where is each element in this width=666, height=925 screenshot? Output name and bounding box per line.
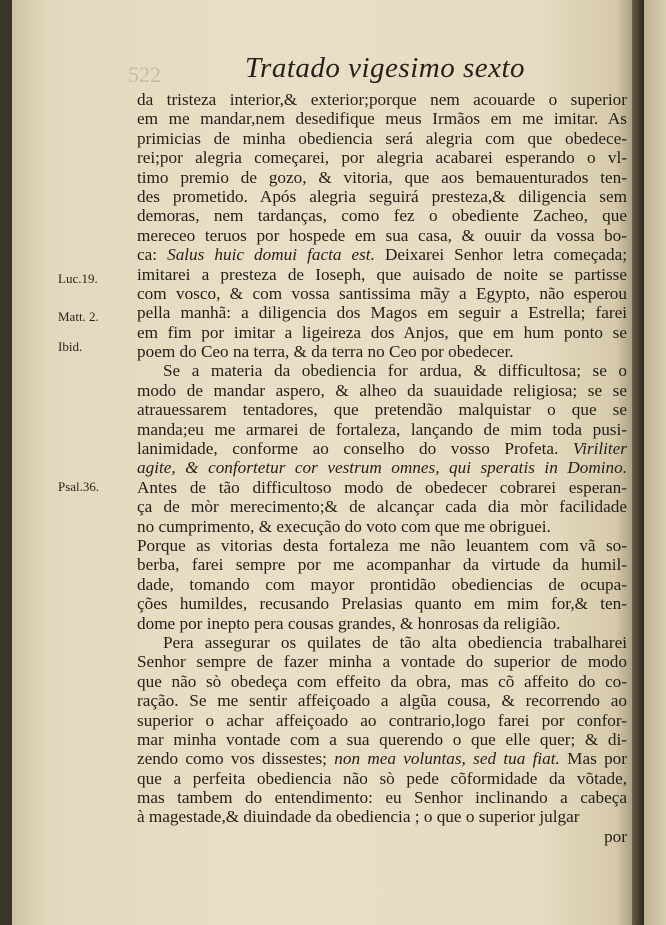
text-line: mas tambem do entendimento: eu Senhor inclinando a cabeça [137, 788, 627, 808]
text-line: dade, tomando com mayor prontidão obediencias de ocupa- [137, 574, 627, 594]
text-line: berba, farei sempre por me acompanhar da virtude da humil- [137, 555, 627, 575]
margin-note: Luc.19. [58, 271, 98, 286]
text-line [137, 458, 627, 477]
text-run: ca: [137, 245, 168, 265]
text-line: atrauessarem tentadores, que pretendão malquistar o que se [137, 400, 627, 420]
text-line: da tristeza interior,& exterior;porque nem acouarde o superior [137, 90, 627, 109]
text-line: no cumprimento, & execução do voto com que me obriguei. [137, 516, 551, 536]
text-line: que não sò obedeça com effeito da obra, mas cõ affeito do co- [137, 671, 627, 691]
text-line: em me mandar,nem desedifique meus Irmãos em me imitar. As [137, 109, 627, 129]
text-line: à magestade,& diuindade da obediencia ; o que o superior julgar [137, 807, 580, 827]
margin-note: Matt. 2. [58, 309, 99, 324]
text-line: Porque as vitorias desta fortaleza me não leuantem com vã so- [137, 535, 627, 555]
bleed-through-page-number: 522 [128, 62, 161, 87]
text-line: pella manhã: a diligencia dos Magos em seguir a Estrella; farei [137, 303, 627, 323]
text-line: em fim por imitar a ligeireza dos Anjos, que em hum ponto se [137, 322, 627, 342]
text-line: imitarei a presteza de Ioseph, que auisado de noite se partisse [137, 264, 627, 284]
text-line [137, 439, 627, 458]
text-line [137, 245, 627, 264]
facing-page-edge [644, 0, 666, 925]
text-line: Antes de tão difficultoso modo de obedecer cobrarei esperan- [137, 477, 627, 497]
latin-quote: non mea voluntas, sed tua fiat. [334, 749, 560, 769]
text-line: modo de mandar aspero, & alheo da suauidade religiosa; se se [137, 380, 627, 400]
margin-note: Ibid. [58, 339, 83, 354]
text-line: des prometido. Após alegria seguirá presteza,& diligencia sem [137, 186, 627, 206]
running-head: Tratado vigesimo sexto [245, 52, 526, 84]
margin-note: Psal.36. [58, 479, 100, 494]
text-line: ça de mòr merecimento;& de alcançar cada dia mòr facilidade [137, 497, 627, 517]
book-gutter [632, 0, 644, 925]
text-line: manda;eu me armarei de fortaleza, lançando de mim toda pusi- [137, 419, 627, 439]
latin-quote: agite, & confortetur cor vestrum omnes, qui speratis in Domino. [137, 458, 627, 478]
text-line: superior o achar affeiçoado ao contrario,logo farei por confor- [137, 710, 627, 730]
latin-quote: Viriliter [572, 439, 627, 459]
text-line [137, 749, 627, 768]
text-line: timo premio de gozo, & vitoria, que aos bemauenturados ten- [137, 167, 627, 187]
body-text [137, 90, 627, 846]
text-run: lanimidade, conforme ao conselho do vosso Profeta. [137, 439, 573, 459]
text-run: Deixarei Senhor letra começada; [374, 245, 627, 265]
text-line: demoras, nem tardanças, como fez o obediente Zacheo, que [137, 206, 627, 226]
text-line: mar minha vontade com a sua querendo o que elle quer; & di- [137, 729, 627, 749]
text-line: Pera assegurar os quilates de tão alta obediencia trabalharei [163, 632, 627, 652]
text-line: com vosco, & com vossa santissima mãy a Egypto, não esperou [137, 283, 627, 303]
text-line: Se a materia da obediencia for ardua, & difficultosa; se o [163, 361, 627, 381]
text-line: rei;por alegria começarei, por alegria acabarei esperando o vl- [137, 148, 627, 168]
text-line: ções humildes, recusando Prelasias quanto em mim for,& ten- [137, 594, 627, 614]
text-run: Mas por [559, 749, 627, 769]
text-line: que a perfeita obediencia não sò pede cõformidade da võtade, [137, 768, 627, 788]
text-line: poem do Ceo na terra, & da terra no Ceo por obedecer. [137, 342, 514, 362]
text-line: dome por inepto pera cousas grandes, & honrosas da religião. [137, 613, 561, 633]
text-run: zendo como vos dissestes; [137, 749, 335, 769]
catchword: por [604, 826, 627, 846]
latin-quote: Salus huic domui facta est. [167, 245, 375, 265]
text-line: mereceo teruos por hospede em sua casa, & ouuir da vossa bo- [137, 225, 627, 245]
text-line: ração. Se me sentir affeiçoado a algũa cousa, & recorrendo ao [137, 691, 627, 711]
text-line: Senhor sempre de fazer minha a vontade do superior de modo [137, 652, 627, 672]
text-line: primicias de minha obediencia será alegria com que obedece- [137, 128, 627, 148]
